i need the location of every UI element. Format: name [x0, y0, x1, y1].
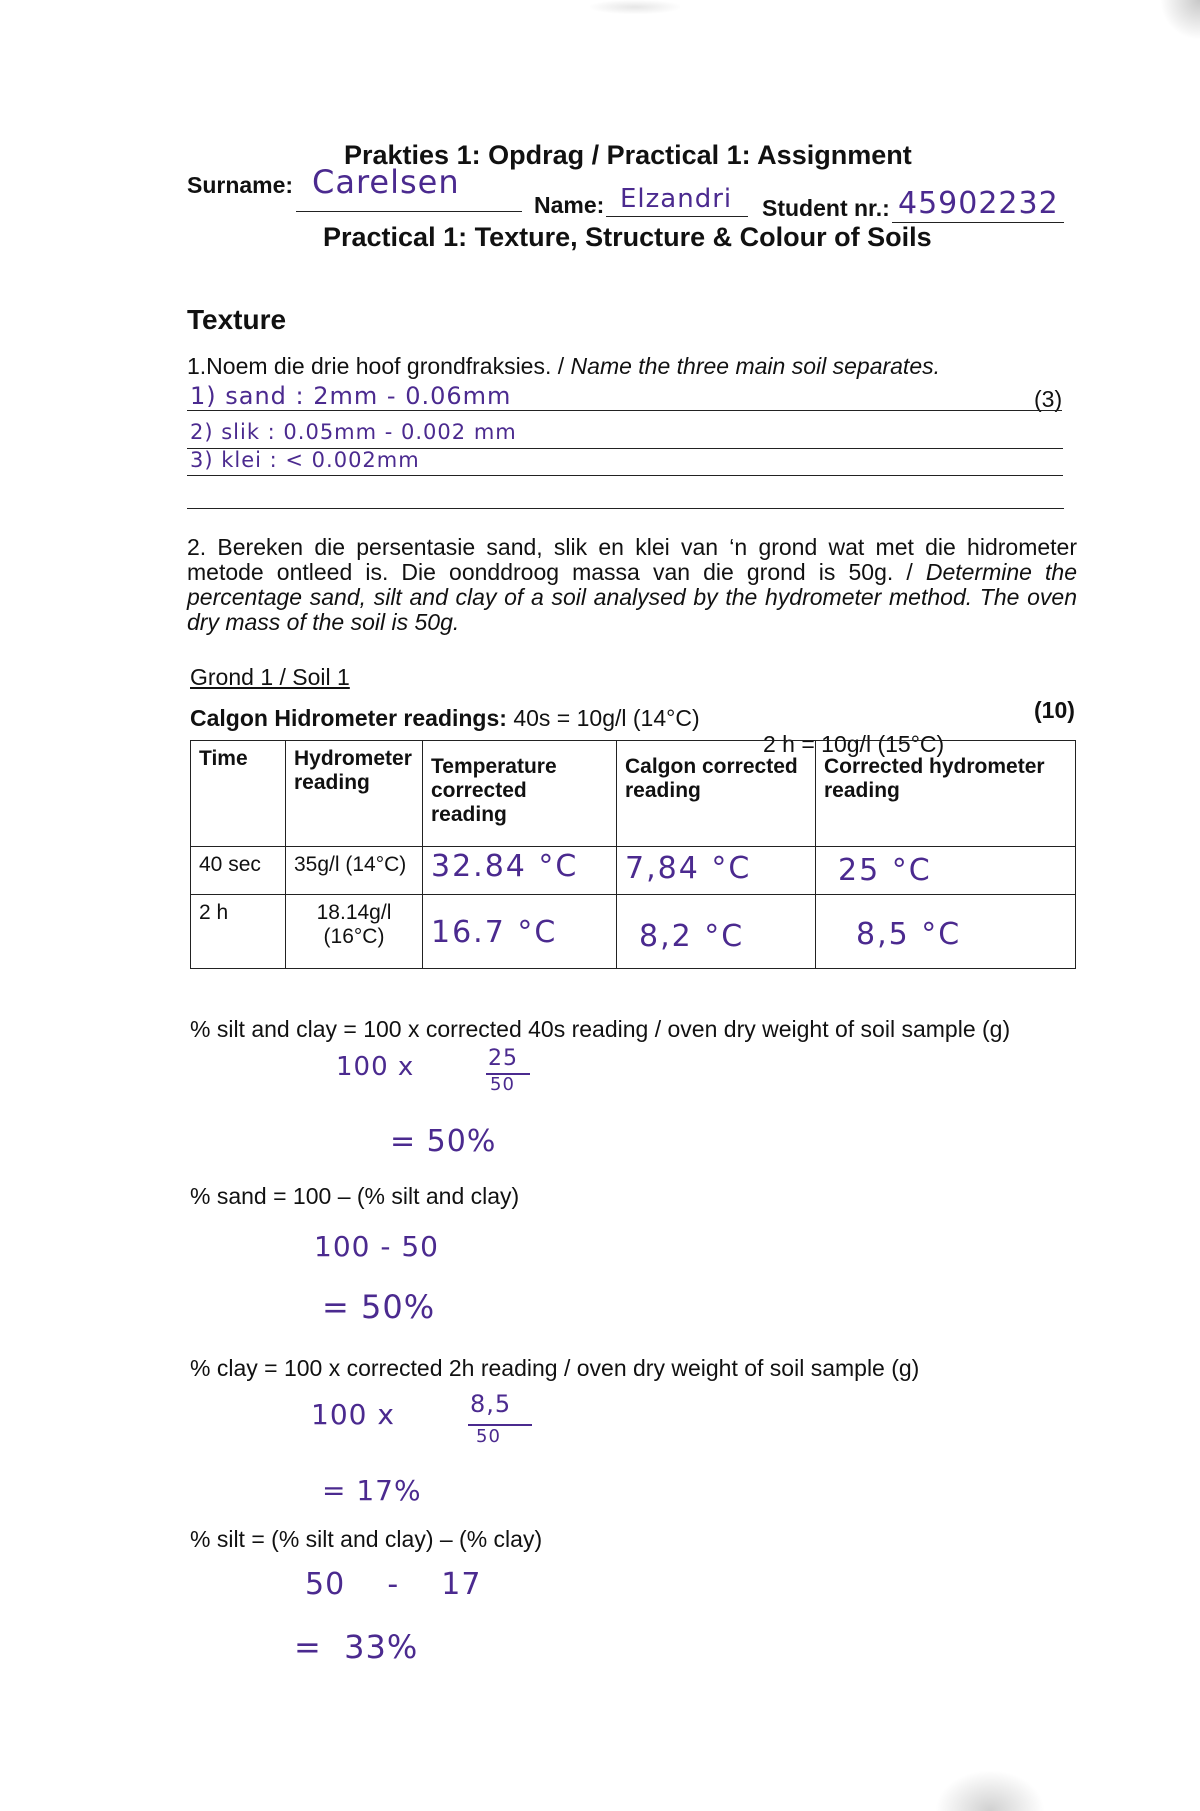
work-sand: 100 - 50	[314, 1230, 439, 1263]
formula-silt-clay: % silt and clay = 100 x corrected 40s reading / oven dry weight of soil sample (g)	[190, 1016, 1011, 1042]
table-cell: 8,2 °C	[617, 895, 816, 969]
work-silt-clay: 100 x	[336, 1052, 415, 1082]
work-denominator: 50	[490, 1074, 515, 1095]
answer-rule	[187, 410, 1062, 411]
table-header: Corrected hydrometer reading	[816, 741, 1076, 847]
work-numerator: 8,5	[470, 1390, 512, 1418]
table-header: Hydrometer reading	[286, 741, 423, 847]
formula-clay: % clay = 100 x corrected 2h reading / oven dry weight of soil sample (g)	[190, 1355, 920, 1381]
answer-line: 1) sand : 2mm - 0.06mm	[190, 382, 512, 410]
formula-sand: % sand = 100 – (% silt and clay)	[190, 1183, 520, 1209]
question-1-en: Name the three main soil separates.	[570, 353, 941, 379]
table-row	[191, 847, 1076, 895]
question-1-marks: (3)	[1034, 386, 1063, 412]
question-2-af: 2. Bereken die persentasie sand, slik en klei van ‘n grond wat met die hidrometer metode ontleed is. Die oonddroog massa van die grond is 50g. /	[187, 534, 1077, 585]
table-cell: 8,5 °C	[816, 895, 1076, 969]
table-cell: 18.14g/l (16°C)	[286, 895, 423, 969]
surname-value: Carelsen	[312, 163, 460, 201]
name-label: Name:	[534, 192, 605, 218]
answer-rule	[187, 508, 1064, 509]
calgon-2h: 2 h = 10g/l (15°C)	[763, 731, 945, 757]
result-silt-clay: = 50%	[390, 1124, 497, 1159]
student-value: 45902232	[898, 186, 1059, 221]
scan-shadow	[590, 0, 680, 14]
question-2	[187, 535, 1077, 635]
table-cell: 32.84 °C	[423, 847, 617, 895]
table-header: Calgon corrected reading	[617, 741, 816, 847]
result-silt: = 33%	[294, 1628, 419, 1666]
table-cell: 2 h	[191, 895, 286, 969]
student-label: Student nr.:	[762, 195, 890, 221]
assignment-title: Prakties 1: Opdrag / Practical 1: Assignment	[344, 140, 912, 170]
name-value: Elzandri	[620, 184, 733, 214]
table-cell: 7,84 °C	[617, 847, 816, 895]
practical-subtitle: Practical 1: Texture, Structure & Colour of Soils	[323, 222, 932, 252]
calgon-readings	[190, 704, 700, 732]
table-header: Temperature corrected reading	[423, 741, 617, 847]
work-denominator: 50	[476, 1426, 501, 1447]
section-heading: Texture	[187, 304, 287, 335]
scan-shadow	[935, 1770, 1045, 1811]
soil-label: Grond 1 / Soil 1	[190, 664, 350, 690]
table-cell: 40 sec	[191, 847, 286, 895]
hydrometer-table	[190, 740, 1076, 969]
table-cell: 25 °C	[816, 847, 1076, 895]
table-row	[191, 895, 1076, 969]
surname-underline	[296, 211, 522, 212]
answer-rule	[187, 475, 1063, 476]
formula-silt: % silt = (% silt and clay) – (% clay)	[190, 1526, 543, 1552]
question-2-en: Determine the percentage sand, silt and clay of a soil analysed by the hydrometer method. The oven dry mass of the soil is 50g.	[187, 559, 1077, 635]
name-underline	[606, 216, 748, 217]
result-clay: = 17%	[322, 1474, 422, 1507]
calgon-label: Calgon Hidrometer readings:	[190, 705, 507, 731]
surname-label: Surname:	[187, 172, 294, 198]
work-silt: 50 - 17	[305, 1567, 482, 1602]
result-sand: = 50%	[322, 1288, 436, 1326]
question-1-af: 1.Noem die drie hoof grondfraksies. /	[187, 353, 571, 379]
answer-line: 2) slik : 0.05mm - 0.002 mm	[190, 420, 517, 444]
table-cell: 16.7 °C	[423, 895, 617, 969]
question-2-marks: (10)	[1034, 697, 1075, 723]
answer-line: 3) klei : < 0.002mm	[190, 448, 420, 472]
table-header-row	[191, 741, 1076, 847]
table-header: Time	[191, 741, 286, 847]
calgon-40s: 40s = 10g/l (14°C)	[513, 705, 700, 731]
question-1	[187, 352, 940, 380]
scan-shadow	[1160, 0, 1200, 40]
table-cell: 35g/l (14°C)	[286, 847, 423, 895]
work-numerator: 25	[488, 1046, 518, 1071]
work-clay: 100 x	[311, 1398, 395, 1431]
